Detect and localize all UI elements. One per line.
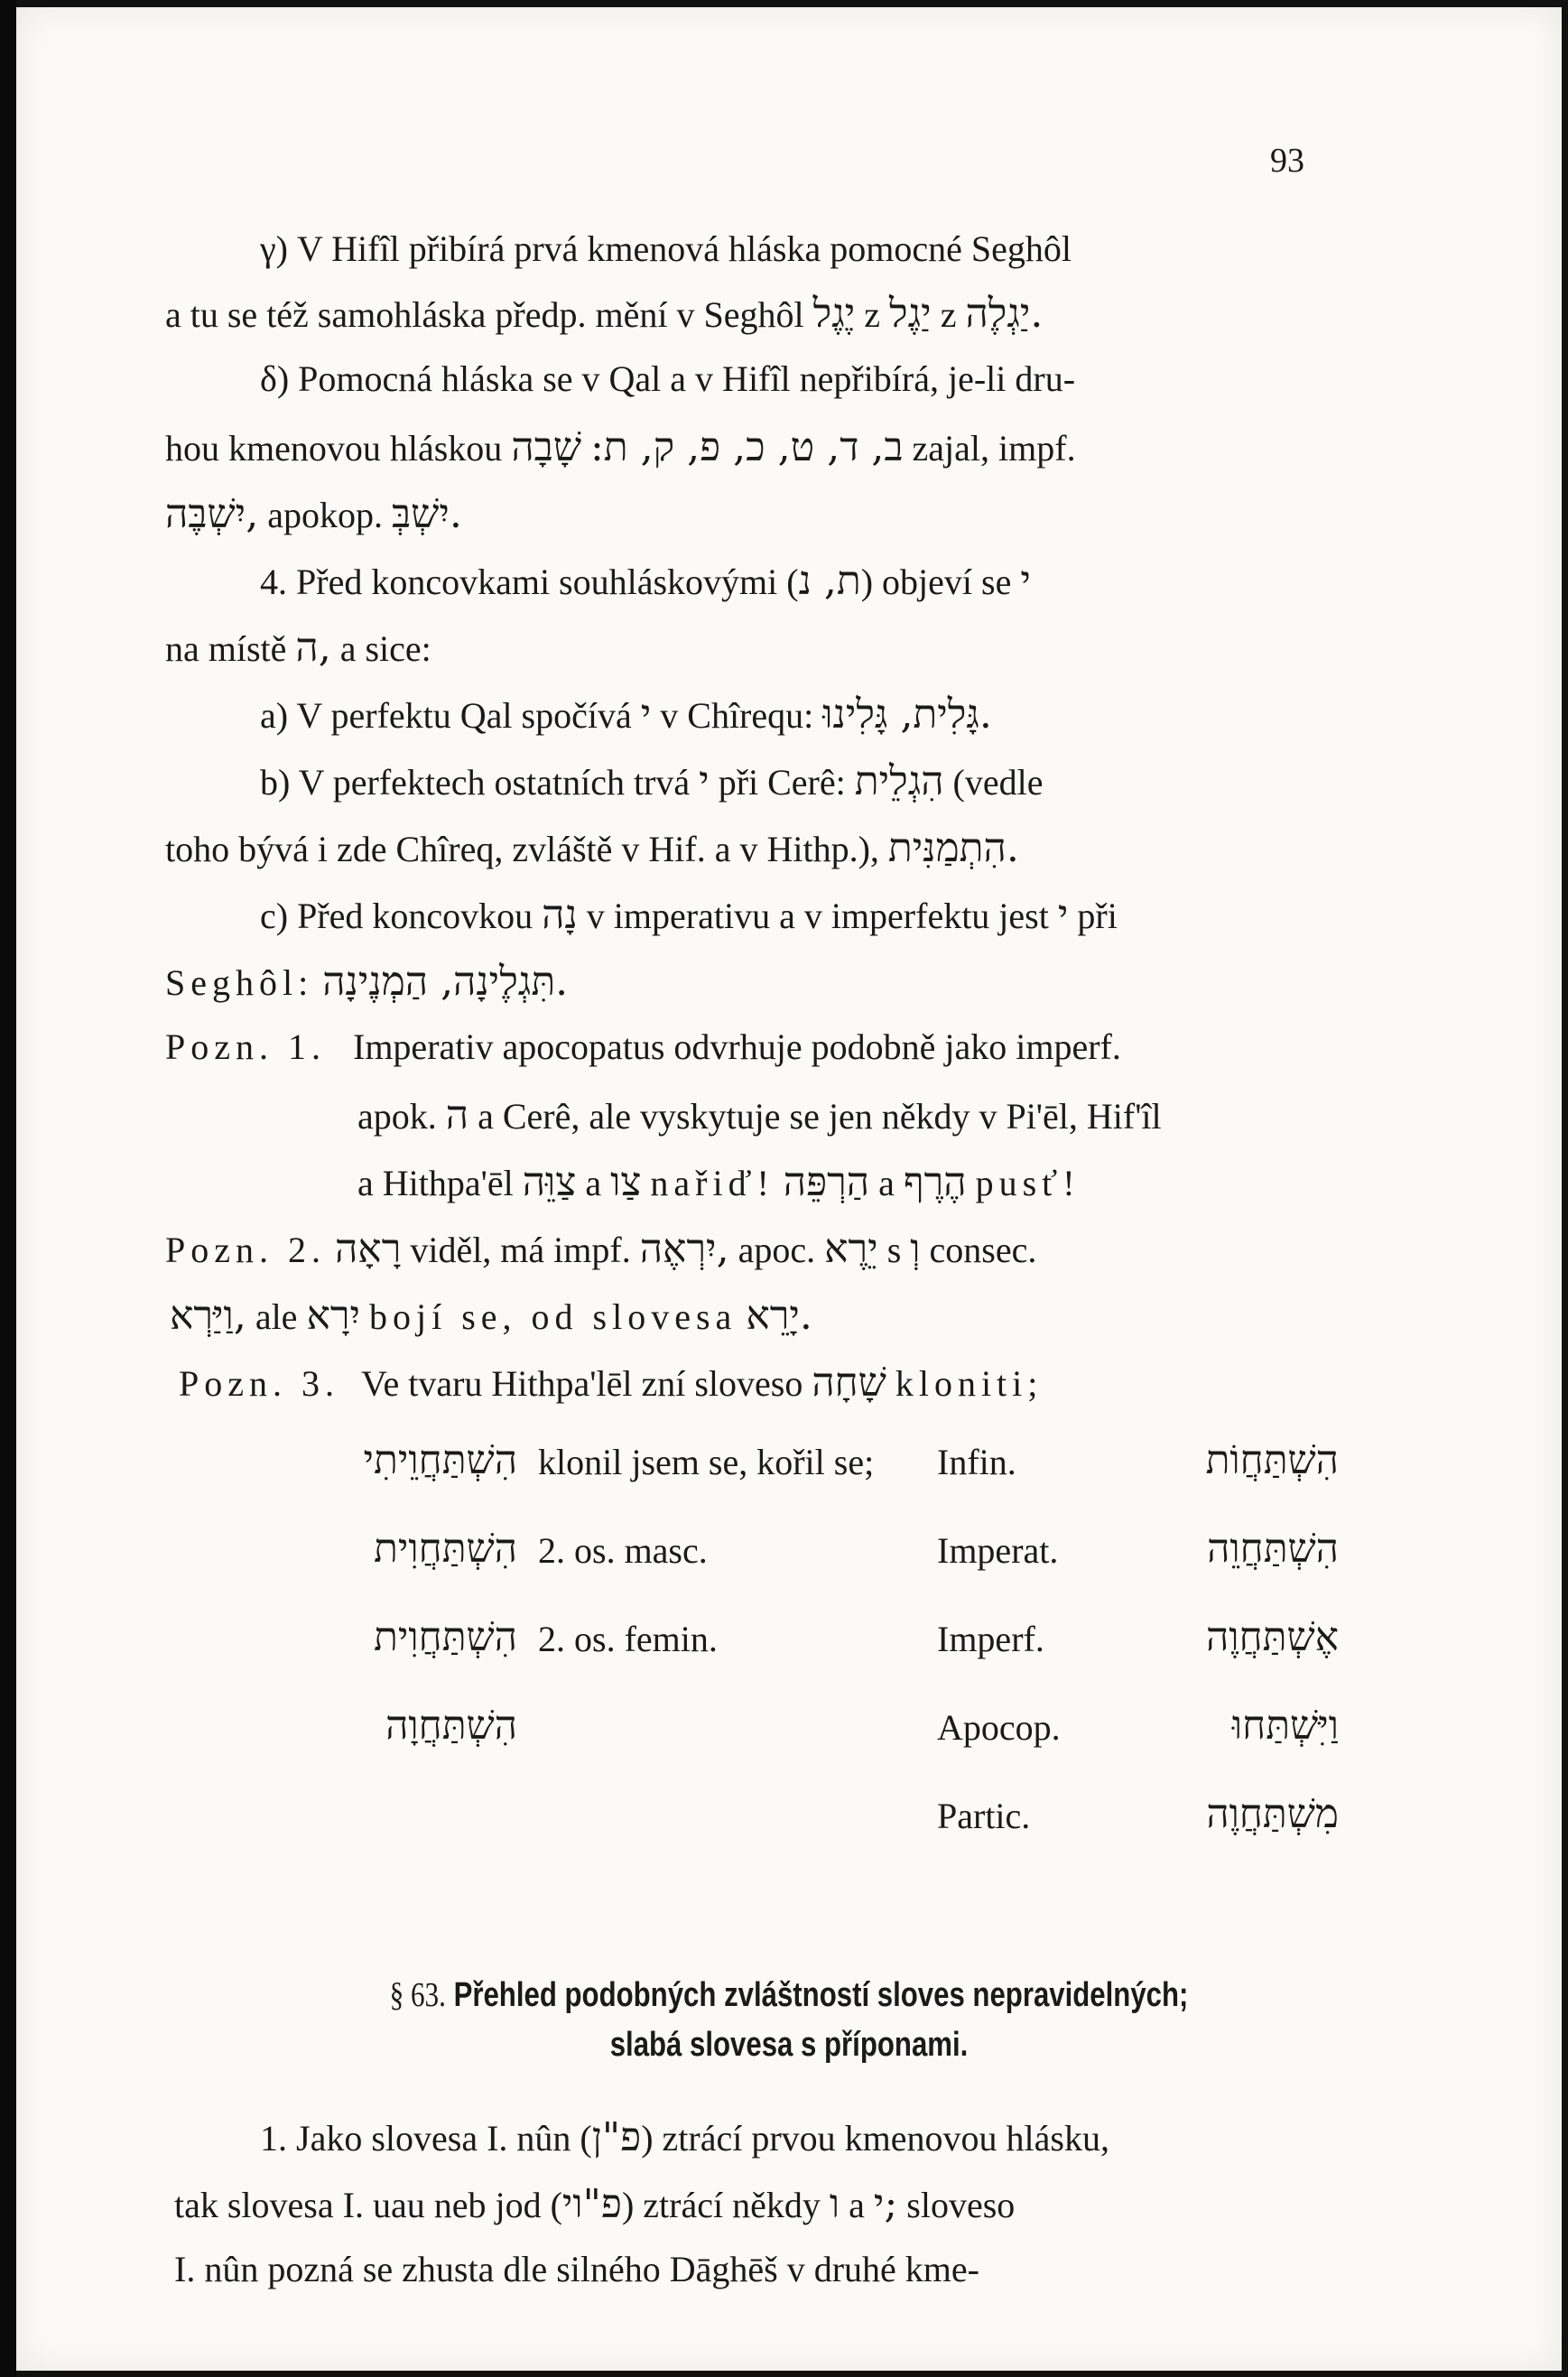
hebrew-word: שָׁבָה bbox=[511, 424, 581, 470]
hebrew-letter: וְ bbox=[910, 1226, 921, 1272]
paragraph-line bbox=[260, 2114, 1109, 2160]
hebrew-form: וַיִּשְׁתַּחוּ bbox=[1231, 1703, 1339, 1749]
line-text: ) objeví se bbox=[860, 562, 1012, 602]
line-text: viděl, má impf. bbox=[410, 1230, 631, 1270]
hebrew-letter: ה, bbox=[295, 625, 331, 671]
line-text: ale bbox=[255, 1296, 298, 1337]
hebrew-word: יִשְׁבֶּה, bbox=[165, 491, 259, 537]
note-label: Pozn. 1. bbox=[165, 1026, 326, 1067]
line-text: a bbox=[849, 2185, 865, 2225]
book-page bbox=[16, 7, 1562, 2371]
text-line bbox=[165, 491, 462, 537]
line-text: I. nûn pozná se zhusta dle silného Dāghēš v druhé kme- bbox=[174, 2249, 979, 2289]
form-gloss: 2. os. masc. bbox=[538, 1530, 708, 1571]
line-text: b) V perfektech ostatních trvá bbox=[260, 762, 691, 803]
section-heading-line2 bbox=[155, 2026, 1423, 2065]
hebrew-word: יֶגֶל bbox=[812, 291, 856, 337]
text-line-item-b bbox=[260, 758, 1044, 804]
line-text: δ) Pomocná hláska se v Qal a v Hifîl nepřibírá, je-li dru- bbox=[260, 358, 1076, 399]
text-line bbox=[170, 1293, 812, 1339]
hebrew-abbrev: פ"ן bbox=[591, 2114, 642, 2160]
note-line-1 bbox=[165, 1026, 1121, 1067]
line-text: ) ztrácí někdy bbox=[621, 2185, 821, 2225]
hebrew-word: נָה bbox=[542, 892, 578, 938]
line-text: (vedle bbox=[952, 762, 1044, 803]
hebrew-word: צַוֵּה bbox=[522, 1159, 577, 1205]
hebrew-word: תִּגְלֶינָה, הַמְנֶינָה. bbox=[322, 959, 569, 1005]
line-text: apok. bbox=[357, 1096, 437, 1137]
form-gloss: klonil jsem se, kořil se; bbox=[538, 1442, 875, 1482]
hebrew-letter: ו bbox=[829, 2181, 840, 2227]
line-text: toho bývá i zde Chîreq, zvláště v Hif. a v Hithp.), bbox=[165, 829, 879, 869]
hebrew-word: וַיַּרְא, bbox=[170, 1293, 246, 1339]
page-number: 93 bbox=[1270, 142, 1304, 180]
form-label: Imperat. bbox=[937, 1530, 1059, 1571]
form-label: Imperf. bbox=[937, 1619, 1044, 1659]
hebrew-word: הַרְפֵּה bbox=[783, 1159, 870, 1205]
hebrew-word: רָאָה bbox=[335, 1226, 402, 1272]
line-text: z bbox=[940, 294, 957, 335]
text-line-item-4 bbox=[260, 558, 1031, 604]
text-line bbox=[165, 291, 1044, 337]
hebrew-word: יָרֵא. bbox=[746, 1293, 812, 1339]
form-label: Apocop. bbox=[937, 1707, 1061, 1748]
line-text: γ) V Hifîl přibírá prvá kmenová hláska pomocné Seghôl bbox=[260, 228, 1072, 269]
hebrew-letter: י; bbox=[873, 2181, 898, 2227]
line-text: na místě bbox=[165, 628, 287, 669]
form-label: Partic. bbox=[937, 1796, 1031, 1836]
line-text: Seghôl: bbox=[165, 962, 314, 1003]
hebrew-word: יִשְׁבְּ. bbox=[391, 491, 462, 537]
text-line bbox=[165, 959, 569, 1005]
line-text: s bbox=[886, 1230, 902, 1270]
line-text: pusť! bbox=[975, 1163, 1081, 1203]
hebrew-abbrev: פ"וי bbox=[561, 2181, 622, 2227]
section-title: slabá slovesa s příponami. bbox=[609, 2026, 969, 2064]
note-line-2 bbox=[165, 1226, 1037, 1272]
line-text: 4. Před koncovkami souhláskovými ( bbox=[260, 562, 799, 602]
line-text: kloniti; bbox=[895, 1363, 1044, 1404]
paragraph-line bbox=[174, 2249, 979, 2289]
form-gloss: 2. os. femin. bbox=[538, 1619, 718, 1659]
hebrew-word: יִרְאֶה, bbox=[639, 1226, 729, 1272]
line-text: z bbox=[864, 294, 881, 335]
note-label: Pozn. 3. bbox=[179, 1363, 339, 1404]
line-text: apoc. bbox=[738, 1230, 816, 1270]
text-line-item-a bbox=[260, 692, 992, 738]
line-text: v Chîrequ: bbox=[660, 695, 814, 736]
hebrew-word: יִרָא bbox=[306, 1293, 360, 1339]
note-line-3 bbox=[179, 1360, 1044, 1406]
section-heading bbox=[155, 1975, 1423, 2015]
line-text: consec. bbox=[929, 1230, 1037, 1270]
hebrew-word: גָּלִית, גָּלִינוּ. bbox=[822, 692, 992, 738]
hebrew-form: הִשְׁתַּחֲוֵיתִי bbox=[363, 1437, 517, 1483]
text-line bbox=[357, 1159, 1081, 1205]
line-text: při Cerê: bbox=[718, 762, 846, 803]
text-line-delta bbox=[260, 358, 1076, 399]
line-text: Ve tvaru Hithpa'lēl zní sloveso bbox=[361, 1363, 803, 1404]
line-text: hou kmenovou hláskou bbox=[165, 428, 503, 469]
line-text: a Cerê, ale vyskytuje se jen někdy v Pi'ēl, Hif'îl bbox=[478, 1096, 1162, 1137]
text-line-item-c bbox=[260, 892, 1118, 938]
line-text: apokop. bbox=[267, 495, 383, 535]
hebrew-form: הִשְׁתַּחֲוִית bbox=[374, 1614, 517, 1660]
hebrew-letter: ה bbox=[445, 1092, 469, 1138]
hebrew-form: הִשְׁתַּחֲוָה bbox=[385, 1703, 517, 1749]
text-line bbox=[357, 1092, 1162, 1138]
hebrew-letter: י bbox=[640, 692, 652, 738]
hebrew-form: הִשְׁתַּחֲוֹת bbox=[1205, 1437, 1339, 1483]
hebrew-word: יֵרֶא bbox=[824, 1226, 878, 1272]
hebrew-word: הִגְלֵית bbox=[854, 758, 944, 804]
line-text: a sice: bbox=[339, 628, 431, 669]
line-text: c) Před koncovkou bbox=[260, 896, 533, 936]
note-label: Pozn. 2. bbox=[165, 1230, 326, 1270]
text-line-gamma bbox=[260, 228, 1072, 269]
text-line bbox=[165, 825, 1019, 871]
hebrew-letter: י bbox=[1057, 892, 1069, 938]
hebrew-form: אֶשְׁתַּחֲוֶה bbox=[1206, 1614, 1339, 1660]
form-label: Infin. bbox=[937, 1442, 1016, 1482]
line-text: 1. Jako slovesa I. nûn ( bbox=[260, 2118, 592, 2159]
line-text: a bbox=[878, 1163, 895, 1203]
hebrew-word: יַגְלֶה. bbox=[965, 291, 1044, 337]
hebrew-letters: ב, ד, ט, כ, פ, ק, ת: bbox=[589, 424, 904, 470]
line-text: v imperativu a v imperfektu jest bbox=[586, 896, 1049, 936]
line-text: bojí se, od slovesa bbox=[369, 1296, 738, 1337]
line-text: ) ztrácí prvou kmenovou hlásku, bbox=[641, 2118, 1109, 2159]
line-text: Imperativ apocopatus odvrhuje podobně jako imperf. bbox=[353, 1026, 1121, 1067]
section-title: Přehled podobných zvláštností sloves nepravidelných; bbox=[453, 1976, 1189, 2014]
line-text: a Hithpa'ēl bbox=[357, 1163, 514, 1203]
hebrew-form: הִשְׁתַּחֲוֵה bbox=[1207, 1526, 1339, 1572]
line-text: a) V perfektu Qal spočívá bbox=[260, 695, 632, 736]
hebrew-form: הִשְׁתַּחֲוִית bbox=[374, 1526, 517, 1572]
line-text: a bbox=[585, 1163, 602, 1203]
line-text: při bbox=[1077, 896, 1118, 936]
hebrew-letter: י bbox=[1020, 558, 1031, 604]
line-text: sloveso bbox=[906, 2185, 1016, 2225]
text-line bbox=[165, 424, 1076, 470]
hebrew-form: מִשְׁתַּחֲוֶה bbox=[1206, 1791, 1339, 1837]
line-text: a tu se též samohláska předp. mění v Seghôl bbox=[165, 294, 804, 335]
section-number: § 63. bbox=[389, 1976, 446, 2014]
hebrew-word: הִתְמַנִּית. bbox=[887, 825, 1019, 871]
hebrew-word: שָׁחָה bbox=[812, 1360, 886, 1406]
paragraph-line bbox=[174, 2181, 1016, 2227]
hebrew-letters: ת, נ bbox=[798, 558, 861, 604]
line-text: zajal, impf. bbox=[912, 428, 1076, 469]
book-spine-edge bbox=[0, 0, 16, 2377]
hebrew-word: יַגֶל bbox=[889, 291, 932, 337]
line-text: nařiď! bbox=[650, 1163, 775, 1203]
text-line bbox=[165, 625, 431, 671]
line-text: tak slovesa I. uau neb jod ( bbox=[174, 2185, 562, 2225]
hebrew-word: צַו bbox=[610, 1159, 642, 1205]
hebrew-word: הֶרֶף bbox=[903, 1159, 967, 1205]
hebrew-letter: י bbox=[699, 758, 710, 804]
